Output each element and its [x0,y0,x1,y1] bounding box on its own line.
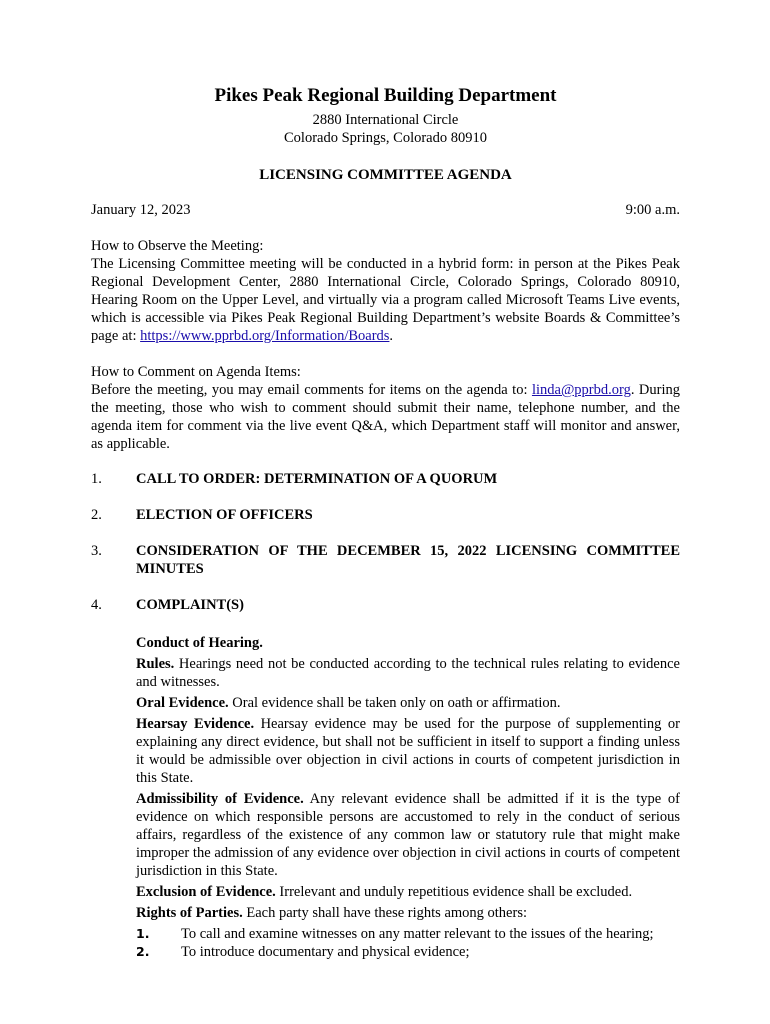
right-number: 2. [136,944,150,959]
email-link[interactable]: linda@pprbd.org [531,382,631,398]
rule-text: Hearsay evidence may be used for the purpose of supplementing or explaining any direct evidence, but shall not be sufficient in itself to support a finding unless it would be admissible over objection in civil actions in courts of competent jurisdiction in this State. [136,716,680,786]
rule-paragraph [136,790,680,880]
org-title: Pikes Peak Regional Building Department [214,85,557,106]
party-right-item [136,925,680,943]
rule-text: Irrelevant and unduly repetitious evidence shall be excluded. [275,884,633,900]
rule-text: Hearings need not be conducted according to the technical rules relating to evidence and witnesses. [136,656,680,690]
rule-label: Exclusion of Evidence. [136,884,276,900]
rule-label: Rights of Parties. [136,905,243,921]
rule-paragraph [136,883,680,901]
comment-text [91,381,680,453]
rule-text: Oral evidence shall be taken only on oath or affirmation. [228,695,561,711]
party-right-item [136,943,680,961]
agenda-item-text: ELECTION OF OFFICERS [136,507,313,523]
hearing-heading: Conduct of Hearing. [136,635,263,651]
observe-period: . [389,328,394,344]
rule-paragraph [136,694,680,712]
right-text: To introduce documentary and physical evidence; [181,944,470,960]
rule-label: Admissibility of Evidence. [136,791,304,807]
rule-text: Each party shall have these rights among others: [242,905,527,921]
right-text: To call and examine witnesses on any matter relevant to the issues of the hearing; [181,926,654,942]
right-number: 1. [136,926,150,941]
date-time-row [91,201,680,219]
agenda-item-number: 3. [91,543,102,559]
rule-label: Rules. [136,656,175,672]
observe-body: The Licensing Committee meeting will be conducted in a hybrid form: in person at the Pikes Peak Regional Development Center, 2880 International Circle, Colorado Springs, Colorado 80910, Hearing Room on the Upper Level, and virtually via a program called Microsoft Teams Live events, which is accessible via Pikes Peak Regional Building Department’s website Boards & Committee’s page at: [91,256,680,344]
rule-paragraph [136,655,680,691]
agenda-item-text: COMPLAINT(S) [136,597,244,613]
comment-section [91,363,680,453]
rule-paragraph [136,904,680,922]
address-line-2: Colorado Springs, Colorado 80910 [284,130,487,146]
agenda-item [91,506,680,524]
comment-heading: How to Comment on Agenda Items: [91,364,301,380]
agenda-item [91,596,680,614]
agenda-item [91,542,680,578]
agenda-title: LICENSING COMMITTEE AGENDA [259,167,512,183]
agenda-item-number: 1. [91,471,102,487]
meeting-time: 9:00 a.m. [625,202,680,218]
address-line-1: 2880 International Circle [312,112,459,128]
comment-body-start: Before the meeting, you may email comments for items on the agenda to: [91,382,532,398]
rule-label: Hearsay Evidence. [136,716,255,732]
rule-text: Any relevant evidence shall be admitted if it is the type of evidence on which responsible persons are accustomed to rely in the conduct of serious affairs, regardless of the existence of any common law or statutory rule that might make improper the admission of any evidence over objection in civil actions in courts of competent jurisdiction in this State. [136,791,680,879]
agenda-item-text: CONSIDERATION OF THE DECEMBER 15, 2022 LICENSING COMMITTEE MINUTES [136,543,680,577]
rule-label: Oral Evidence. [136,695,229,711]
observe-text [91,255,680,345]
agenda-list [91,470,680,614]
comment-body-end: . During the meeting, those who wish to comment should submit their name, telephone number, and the agenda item for comment via the live event Q&A, which Department staff will monitor and answer, as applicable. [91,382,680,452]
meeting-date: January 12, 2023 [91,202,191,218]
observe-section [91,237,680,345]
rule-paragraph [136,715,680,787]
agenda-item-number: 2. [91,507,102,523]
agenda-item-text: CALL TO ORDER: DETERMINATION OF A QUORUM [136,471,498,487]
observe-heading: How to Observe the Meeting: [91,238,264,254]
conduct-of-hearing [136,634,680,961]
agenda-item-number: 4. [91,597,102,613]
boards-link[interactable]: https://www.pprbd.org/Information/Boards [140,328,390,344]
agenda-item [91,470,680,488]
document-page [91,84,680,961]
